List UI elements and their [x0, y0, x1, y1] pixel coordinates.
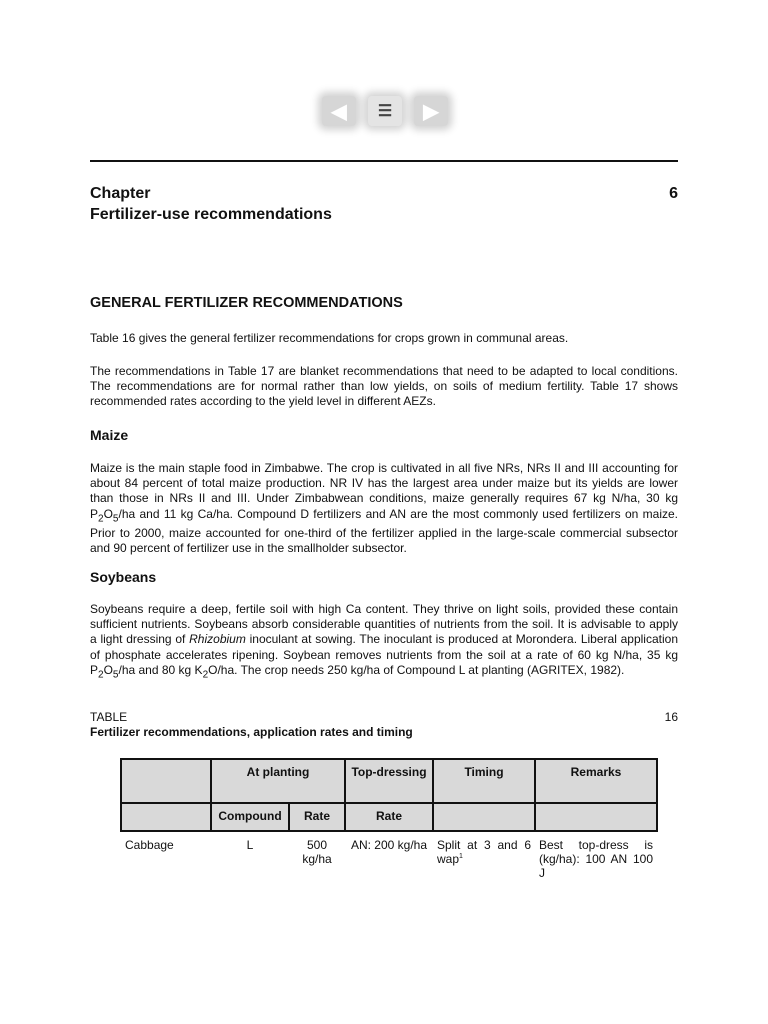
intro-paragraph: Table 16 gives the general fertilizer recommendations for crops grown in communal areas.: [90, 331, 569, 345]
cell-timing: Split at 3 and 6 wap$^1$: [437, 838, 531, 866]
cell-crop: Cabbage: [125, 838, 174, 852]
soybeans-paragraph: Soybeans require a deep, fertile soil with high Ca content. They thrive on light soils, provided these contain sufficient nutrients. Soybeans absorb considerable quantities of nutrients from the soil. It is advisable to apply a light dressing of Rhizobium inoculant at sowing. The inoculant is produced at Morondera. Liberal application of phosphate accelerates ripening. Soybean removes nutrients from the soil at a rate of 60 kg N/ha, 35 kg $P_2O_5/ha$ and 80 kg $K_2O/ha$. The crop needs 250 kg/ha of Compound L at planting (AGRITEX, 1982).: [90, 602, 678, 681]
recommendations-paragraph: The recommendations in Table 17 are blanket recommendations that need to be adapted to local conditions. The recommendations are for normal rather than low yields, on soils of medium fertility. Table 17 shows recommended rates according to the yield level in different AEZs.: [90, 364, 678, 409]
cell-compound: L: [246, 838, 254, 852]
header-crop-blank: [121, 759, 211, 803]
cell-rate: 500 kg/ha: [302, 838, 332, 866]
chapter-title: Fertilizer-use recommendations: [90, 206, 332, 223]
chapter-label: Chapter: [90, 185, 151, 202]
cell-remarks: Best top-dress is (kg/ha): 100 AN 100 J: [539, 838, 653, 880]
fertilizer-table: [120, 758, 658, 886]
maize-heading: Maize: [90, 427, 129, 443]
header-at-planting: At planting: [211, 759, 345, 803]
header-compound: Compound: [211, 803, 289, 831]
soybeans-heading: Soybeans: [90, 569, 157, 585]
header-rule: [90, 160, 678, 162]
table-of-contents-icon[interactable]: ☰: [368, 96, 402, 126]
page-navigation: [322, 96, 448, 126]
header-top-dressing: Top-dressing: [345, 759, 433, 803]
header-remarks-blank: [535, 803, 657, 831]
header-timing-blank: [433, 803, 535, 831]
header-blank-2: [121, 803, 211, 831]
previous-page-arrow-icon[interactable]: ◀: [322, 96, 356, 126]
table-caption: Fertilizer recommendations, application rates and timing: [90, 725, 413, 739]
section-heading: GENERAL FERTILIZER RECOMMENDATIONS: [90, 295, 403, 311]
next-page-arrow-icon[interactable]: ▶: [414, 96, 448, 126]
maize-paragraph: Maize is the main staple food in Zimbabwe. The crop is cultivated in all five NRs, NRs II and III accounting for about 84 percent of total maize production. NR IV has the largest area under maize but its yields are lower than those in NRs II and III. Under Zimbabwean conditions, maize generally requires 67 kg N/ha, 30 kg $P_2O_5/ha$ and 11 kg Ca/ha. Compound D fertilizers and AN are the most commonly used fertilizers on maize. Prior to 2000, maize accounted for one-third of the fertilizer applied in the large-scale commercial subsector and 90 percent of fertilizer use in the smallholder subsector.: [90, 461, 678, 556]
cell-top-dressing-rate: AN: 200 kg/ha: [350, 838, 428, 852]
header-remarks: Remarks: [535, 759, 657, 803]
chapter-heading: [90, 185, 678, 224]
header-timing: Timing: [433, 759, 535, 803]
table-label: TABLE 16: [90, 710, 678, 724]
table-row: [121, 831, 657, 886]
header-rate: Rate: [289, 803, 345, 831]
table-number: 16: [664, 710, 678, 724]
header-top-dressing-rate: Rate: [345, 803, 433, 831]
chapter-number: 6: [669, 185, 678, 202]
